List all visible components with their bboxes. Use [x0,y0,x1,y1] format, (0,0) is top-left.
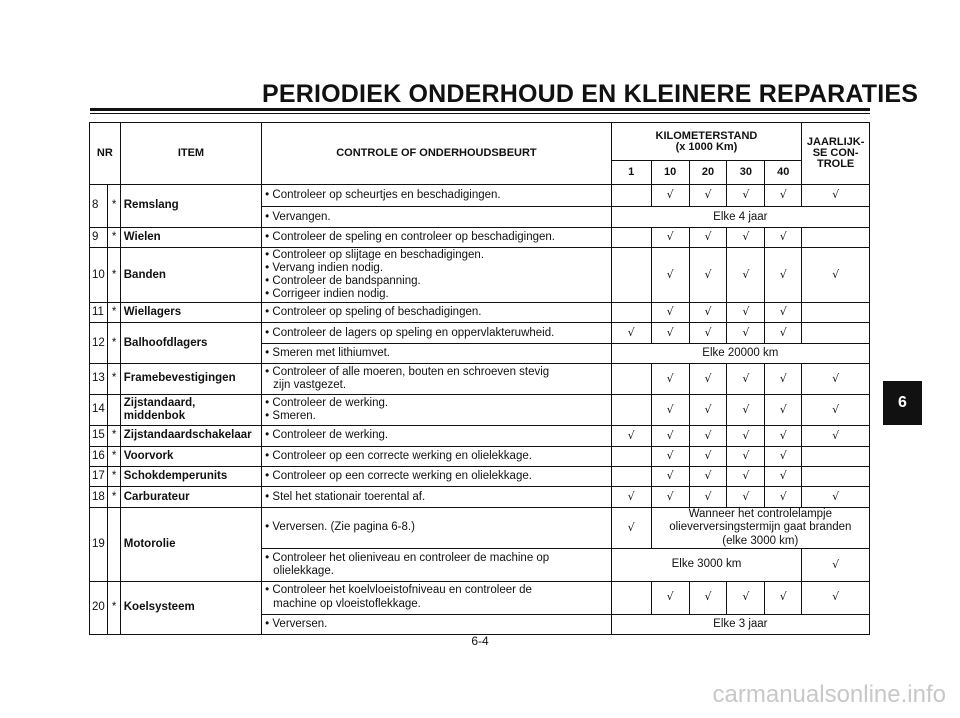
check-cell: √ [802,185,870,207]
check-cell: √ [727,487,765,507]
row-number: 10 [90,248,108,303]
table-row [90,248,870,303]
check-cell: √ [611,323,651,343]
row-item: Schokdemperunits [120,467,261,487]
check-cell: √ [727,248,765,303]
row-task [262,364,611,395]
row-task-line: • Controleer op scheurtjes en beschadigingen. [265,189,501,202]
row-number: 16 [90,446,108,466]
row-task-line: • Vervangen. [265,210,331,223]
table-row [90,581,870,614]
check-cell: √ [651,446,689,466]
row-number: 15 [90,426,108,446]
header-km-1: 1 [611,161,651,185]
row-star-marker: * [108,303,120,323]
check-cell: √ [651,185,689,207]
row-task-line: • Controleer de lagers op speling en oppervlakteruwheid. [265,326,555,339]
row-task-line: • Controleer de bandspanning. [265,275,421,288]
row-star-marker: * [108,467,120,487]
row-star-marker: * [108,446,120,466]
row-number: 20 [90,581,108,634]
check-cell: √ [802,487,870,507]
row-number: 11 [90,303,108,323]
watermark: carmanualsonline.info [712,681,946,708]
header-controle: CONTROLE OF ONDERHOUDSBEURT [262,123,611,185]
check-cell: √ [689,446,727,466]
row-item: Framebevestigingen [120,364,261,395]
row-task-line: olielekkage. [273,565,334,578]
row-number: 12 [90,323,108,364]
check-cell: √ [611,487,651,507]
check-cell: √ [727,394,765,426]
row-item: Banden [120,248,261,303]
check-cell: √ [765,426,802,446]
check-cell [611,467,651,487]
row-item: Balhoofdlagers [120,323,261,364]
check-cell: √ [727,185,765,207]
row-star-marker: * [108,248,120,303]
table-row [90,426,870,446]
row-task-line: • Controleer de werking. [265,396,389,409]
row-task-line: • Controleer op een correcte werking en olielekkage. [265,449,532,462]
page-number: 6-4 [471,634,489,648]
check-cell: √ [689,323,727,343]
check-cell: √ [727,426,765,446]
check-cell: √ [727,581,765,614]
check-cell: √ [802,364,870,395]
row-star-marker: * [108,364,120,395]
row-number: 18 [90,487,108,507]
interval-text [651,507,869,548]
row-item-line: Zijstandaard, [123,396,196,409]
table-row [90,446,870,466]
check-cell [611,581,651,614]
check-cell: √ [651,364,689,395]
check-cell [611,446,651,466]
row-star-marker: * [108,487,120,507]
check-cell: √ [689,426,727,446]
check-cell [802,467,870,487]
check-cell: √ [651,487,689,507]
maintenance-table [89,122,870,635]
check-cell: √ [727,446,765,466]
header-jaarlijkse-line1: JAARLIJK- [806,136,865,148]
check-cell [611,303,651,323]
table-row [90,185,870,207]
header-km-40: 40 [765,161,802,185]
row-task [262,507,611,548]
interval-text: Elke 3000 km [611,549,802,582]
table-row [90,227,870,247]
row-task [262,426,611,446]
check-cell [802,227,870,247]
check-cell: √ [689,487,727,507]
check-cell: √ [651,303,689,323]
row-number: 17 [90,467,108,487]
check-cell: √ [765,323,802,343]
check-cell: √ [689,248,727,303]
check-cell [802,446,870,466]
check-cell: √ [765,248,802,303]
row-item: Motorolie [120,507,261,581]
row-task-line: • Controleer op speling of beschadigingen. [265,306,482,319]
check-cell: √ [765,227,802,247]
row-task [262,581,611,614]
row-task-line: • Controleer de werking. [265,429,389,442]
check-cell: √ [765,185,802,207]
row-task-line: • Controleer op slijtage en beschadigingen. [265,248,485,261]
check-cell: √ [651,394,689,426]
row-star-marker [108,394,120,426]
row-task-line: • Controleer op een correcte werking en olielekkage. [265,470,532,483]
table-row [90,507,870,548]
title-rule [90,108,870,111]
check-cell: √ [689,394,727,426]
interval-text-line: olieverversingstermijn gaat branden [669,521,852,534]
row-task [262,549,611,582]
row-task [262,323,611,343]
check-cell: √ [727,364,765,395]
check-cell: √ [651,581,689,614]
row-task [262,446,611,466]
check-cell: √ [689,227,727,247]
check-cell: √ [689,467,727,487]
row-task-line: • Corrigeer indien nodig. [265,288,389,301]
check-cell: √ [765,394,802,426]
row-task [262,487,611,507]
header-kilometerstand-line1: KILOMETERSTAND [655,129,758,142]
check-cell [802,303,870,323]
header-km-10: 10 [651,161,689,185]
row-task-line: • Vervang indien nodig. [265,261,384,274]
row-star-marker: * [108,323,120,364]
check-cell: √ [689,303,727,323]
header-jaarlijkse-controle [802,123,870,185]
row-task-line: zijn vastgezet. [273,378,347,391]
row-task-line: • Verversen. [265,617,328,630]
row-task [262,207,611,227]
check-cell [611,185,651,207]
row-star-marker: * [108,185,120,228]
header-kilometerstand [611,123,802,161]
header-item: ITEM [120,123,261,185]
row-star-marker: * [108,581,120,634]
row-item [120,394,261,426]
check-cell: √ [689,581,727,614]
row-task-line: machine op vloeistoflekkage. [273,597,421,610]
header-km-30: 30 [727,161,765,185]
check-cell [611,394,651,426]
check-cell: √ [727,227,765,247]
check-cell: √ [727,323,765,343]
check-cell: √ [765,303,802,323]
check-cell [802,323,870,343]
row-number: 8 [90,185,108,228]
check-cell: √ [651,426,689,446]
table-row [90,364,870,395]
row-task [262,467,611,487]
row-item: Wiellagers [120,303,261,323]
interval-text: Elke 3 jaar [611,614,869,635]
table-row [90,303,870,323]
table-row [90,394,870,426]
row-task [262,343,611,363]
row-task [262,227,611,247]
header-jaarlijkse-line2: SE CON- [812,147,859,159]
check-cell [611,227,651,247]
check-cell: √ [765,487,802,507]
row-task-line: • Controleer of alle moeren, bouten en schroeven stevig [265,365,550,378]
check-cell: √ [802,248,870,303]
check-cell: √ [651,467,689,487]
row-task [262,303,611,323]
check-cell: √ [765,446,802,466]
row-star-marker: * [108,426,120,446]
table-row [90,487,870,507]
row-task [262,185,611,207]
row-task-line: • Controleer de speling en controleer op beschadigingen. [265,230,555,243]
row-task [262,394,611,426]
check-cell: √ [765,467,802,487]
interval-text: Elke 20000 km [611,343,869,363]
chapter-tab[interactable]: 6 [883,381,922,425]
row-task-line: • Verversen. (Zie pagina 6-8.) [265,521,415,534]
row-item: Zijstandaardschakelaar [120,426,261,446]
row-task-line: • Controleer het olieniveau en controleer de machine op [265,551,550,564]
interval-text-line: Wanneer het controlelampje [688,508,833,521]
row-number: 9 [90,227,108,247]
check-cell: √ [802,581,870,614]
table-row [90,467,870,487]
row-item: Voorvork [120,446,261,466]
row-task-line: • Stel het stationair toerental af. [265,490,426,503]
row-star-marker [108,507,120,581]
check-cell: √ [802,394,870,426]
title-rule-thin [90,113,870,114]
check-cell: √ [611,426,651,446]
interval-text-line: (elke 3000 km) [722,534,799,547]
row-task-line: • Smeren met lithiumvet. [265,346,390,359]
header-nr: NR [90,123,121,185]
check-cell: √ [689,364,727,395]
row-item-line: middenbok [123,410,186,423]
row-number: 13 [90,364,108,395]
row-task [262,248,611,303]
check-cell: √ [802,549,870,582]
check-cell [611,248,651,303]
check-cell: √ [765,581,802,614]
row-number: 19 [90,507,108,581]
check-cell: √ [611,507,651,548]
row-star-marker: * [108,227,120,247]
header-jaarlijkse-line3: TROLE [816,158,855,170]
row-number: 14 [90,394,108,426]
row-item: Remslang [120,185,261,228]
interval-text: Elke 4 jaar [611,207,869,227]
check-cell: √ [651,227,689,247]
row-task-line: • Smeren. [265,410,316,423]
header-kilometerstand-line2: (x 1000 Km) [675,140,738,153]
row-task [262,614,611,635]
row-item: Koelsysteem [120,581,261,634]
check-cell: √ [802,426,870,446]
check-cell [611,364,651,395]
check-cell: √ [689,185,727,207]
check-cell: √ [651,323,689,343]
page-title: PERIODIEK ONDERHOUD EN KLEINERE REPARATIES [262,80,919,108]
check-cell: √ [651,248,689,303]
check-cell: √ [727,467,765,487]
row-task-line: • Controleer het koelvloeistofniveau en controleer de [265,584,532,597]
table-row [90,323,870,343]
check-cell: √ [727,303,765,323]
row-item: Wielen [120,227,261,247]
row-item: Carburateur [120,487,261,507]
header-km-20: 20 [689,161,727,185]
check-cell: √ [765,364,802,395]
